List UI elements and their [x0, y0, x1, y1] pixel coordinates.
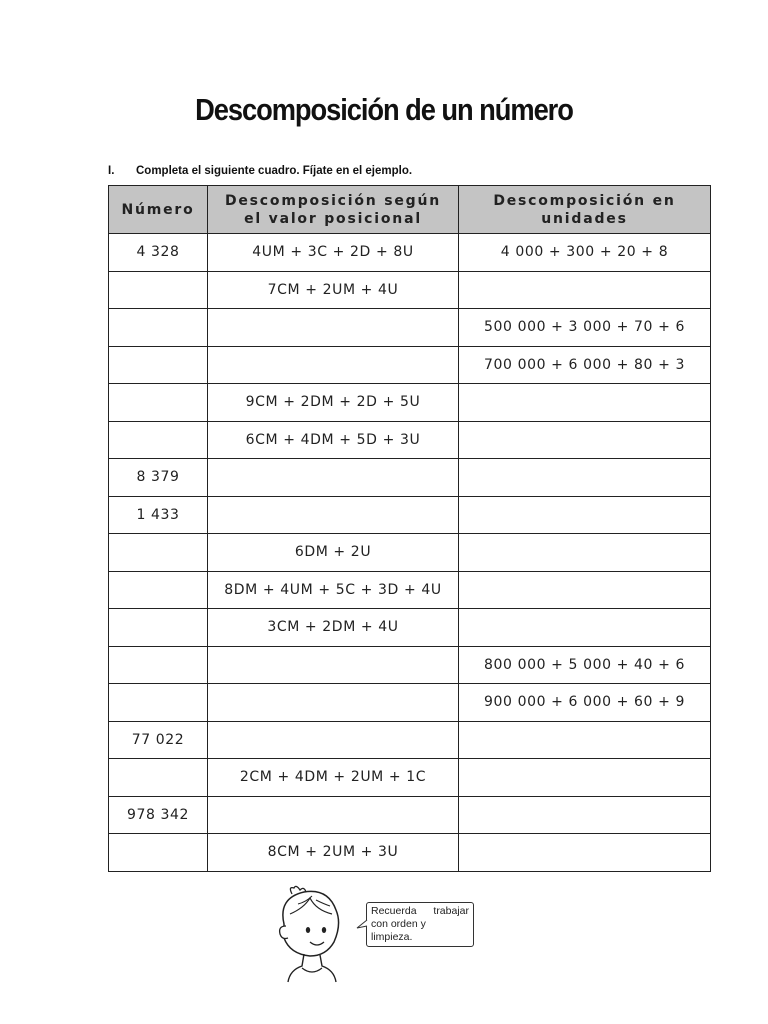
cell-numero: 4 328 [109, 234, 208, 272]
cell-unidades: 500 000 + 3 000 + 70 + 6 [459, 309, 711, 347]
cell-numero: 8 379 [109, 459, 208, 497]
cell-unidades [459, 459, 711, 497]
table-row [109, 421, 711, 459]
table-row [109, 834, 711, 872]
cell-numero [109, 346, 208, 384]
bubble-line-2: con orden y limpieza. [371, 918, 426, 943]
cell-numero: 978 342 [109, 796, 208, 834]
cell-unidades: 800 000 + 5 000 + 40 + 6 [459, 646, 711, 684]
cell-valor-posicional: 2CM + 4DM + 2UM + 1C [208, 759, 459, 797]
cell-valor-posicional: 8DM + 4UM + 5C + 3D + 4U [208, 571, 459, 609]
cell-numero [109, 759, 208, 797]
cell-valor-posicional: 9CM + 2DM + 2D + 5U [208, 384, 459, 422]
cell-unidades: 700 000 + 6 000 + 80 + 3 [459, 346, 711, 384]
table-row [109, 759, 711, 797]
table-row [109, 534, 711, 572]
cell-valor-posicional [208, 496, 459, 534]
cell-valor-posicional [208, 796, 459, 834]
table-row [109, 234, 711, 272]
cell-unidades [459, 609, 711, 647]
cell-unidades [459, 421, 711, 459]
cell-unidades: 900 000 + 6 000 + 60 + 9 [459, 684, 711, 722]
cell-valor-posicional [208, 309, 459, 347]
cell-unidades: 4 000 + 300 + 20 + 8 [459, 234, 711, 272]
table-row [109, 459, 711, 497]
cell-numero [109, 534, 208, 572]
cell-numero [109, 609, 208, 647]
boy-illustration [270, 884, 370, 984]
speech-bubble [366, 902, 474, 947]
cell-unidades [459, 834, 711, 872]
cell-valor-posicional: 4UM + 3C + 2D + 8U [208, 234, 459, 272]
cell-numero: 77 022 [109, 721, 208, 759]
table-row [109, 721, 711, 759]
cell-unidades [459, 759, 711, 797]
table-row [109, 571, 711, 609]
cell-valor-posicional [208, 646, 459, 684]
cell-numero [109, 646, 208, 684]
cell-valor-posicional: 7CM + 2UM + 4U [208, 271, 459, 309]
instruction [108, 165, 412, 177]
table-row [109, 271, 711, 309]
cell-numero [109, 421, 208, 459]
table-row [109, 346, 711, 384]
cell-unidades [459, 796, 711, 834]
cell-unidades [459, 496, 711, 534]
cell-numero [109, 571, 208, 609]
bubble-line-1: Recuerda trabajar [371, 905, 469, 917]
table-row [109, 609, 711, 647]
decomposition-table [108, 185, 711, 872]
instruction-text: Completa el siguiente cuadro. Fíjate en el ejemplo. [136, 165, 413, 177]
table-row [109, 796, 711, 834]
cell-numero [109, 271, 208, 309]
cell-numero [109, 684, 208, 722]
table-row [109, 309, 711, 347]
instruction-number: I. [108, 165, 115, 177]
cell-valor-posicional [208, 346, 459, 384]
cell-numero: 1 433 [109, 496, 208, 534]
cell-unidades [459, 384, 711, 422]
cell-valor-posicional: 6CM + 4DM + 5D + 3U [208, 421, 459, 459]
table-header-row [109, 186, 711, 234]
cell-numero [109, 834, 208, 872]
cell-unidades [459, 271, 711, 309]
header-valor-posicional: Descomposición según el valor posicional [208, 186, 459, 234]
bubble-tail [356, 918, 368, 932]
table-row [109, 646, 711, 684]
cell-valor-posicional: 3CM + 2DM + 4U [208, 609, 459, 647]
cell-unidades [459, 571, 711, 609]
table-row [109, 496, 711, 534]
header-numero: Número [109, 186, 208, 234]
table-body [109, 234, 711, 872]
cell-valor-posicional [208, 684, 459, 722]
header-unidades: Descomposición en unidades [459, 186, 711, 234]
table-row [109, 684, 711, 722]
cell-numero [109, 309, 208, 347]
cell-numero [109, 384, 208, 422]
table-row [109, 384, 711, 422]
cell-unidades [459, 534, 711, 572]
cell-unidades [459, 721, 711, 759]
cell-valor-posicional: 6DM + 2U [208, 534, 459, 572]
page-title: Descomposición de un número [195, 92, 573, 127]
cell-valor-posicional [208, 721, 459, 759]
cell-valor-posicional: 8CM + 2UM + 3U [208, 834, 459, 872]
cell-valor-posicional [208, 459, 459, 497]
